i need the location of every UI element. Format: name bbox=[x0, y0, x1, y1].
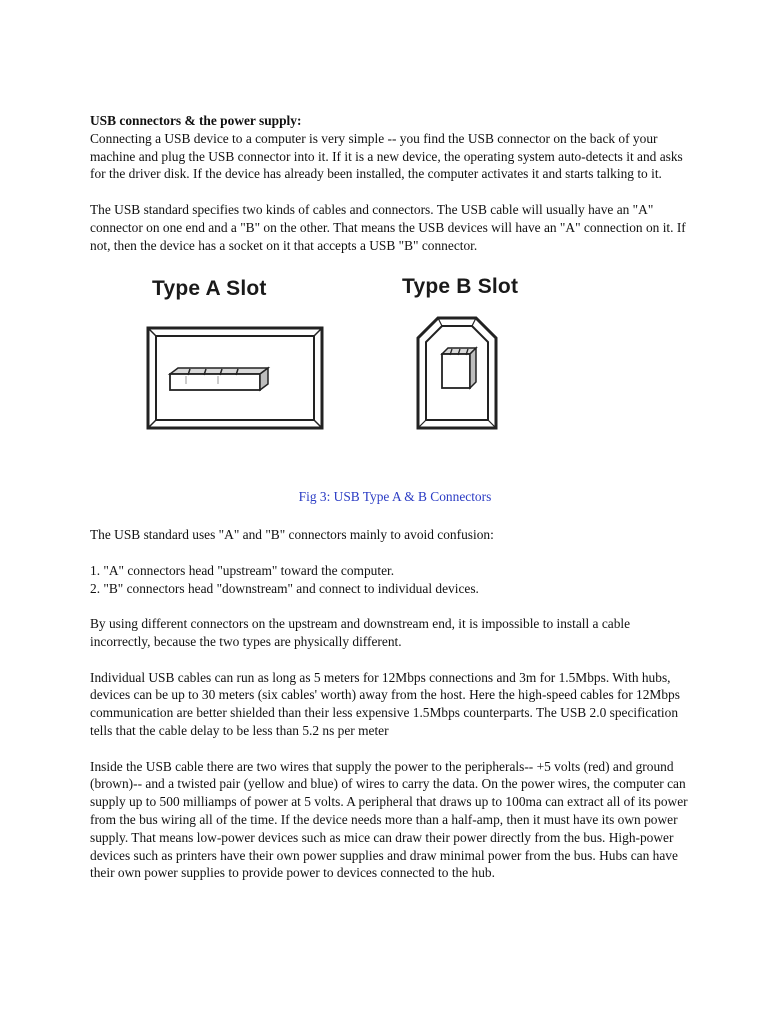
type-a-slot-icon bbox=[146, 326, 324, 430]
paragraph-avoid-confusion: The USB standard uses "A" and "B" connectors mainly to avoid confusion: bbox=[90, 527, 494, 543]
document-page bbox=[90, 112, 690, 900]
paragraph-power-wires: Inside the USB cable there are two wires that supply the power to the peripherals-- +5 volts (red) and ground (brown)-- and a twisted pair (yellow and blue) of wires to carry the data. On the power wires, the computer can supply up to 500 milliamps of power at 5 volts. A peripheral that draws up to 100ma can extract all of its power from the bus wiring all of the time. If the device needs more than a half-amp, then it must have its own power supply. That means low-power devices such as mice can draw their power directly from the bus. High-power devices such as printers have their own power supplies and draw minimal power from the bus. Hubs can have their own power supplies to provide power to devices connected to the hub. bbox=[90, 758, 688, 881]
paragraph-connecting: Connecting a USB device to a computer is very simple -- you find the USB connector on the back of your machine and plug the USB connector into it. If it is a new device, the operating system auto-detects it and asks for the driver disk. If the device has already been installed, the computer activates it and starts talking to it. bbox=[90, 130, 683, 182]
paragraph-cable-length: Individual USB cables can run as long as 5 meters for 12Mbps connections and 3m for 1.5Mbps. With hubs, devices can be up to 30 meters (six cables' worth) away from the host. Here the high-speed cables for 12Mbps communication are better shielded than their less expensive 1.5Mbps counterparts. The USB 2.0 specification tells that the cable delay to be less than 5.2 ns per meter bbox=[90, 669, 680, 738]
list-item: 2. "B" connectors head "downstream" and connect to individual devices. bbox=[90, 580, 479, 596]
type-b-slot-label: Type B Slot bbox=[402, 275, 519, 299]
paragraph-different-connectors: By using different connectors on the upstream and downstream end, it is impossible to install a cable incorrectly, because the two types are physically different. bbox=[90, 616, 631, 649]
section-heading: USB connectors & the power supply: bbox=[90, 113, 302, 128]
connector-figure bbox=[90, 274, 690, 484]
list-item: 1. "A" connectors head "upstream" toward the computer. bbox=[90, 562, 395, 578]
paragraph-usb-standard: The USB standard specifies two kinds of cables and connectors. The USB cable will usually have an "A" connector on one end and a "B" on the other. That means the USB devices will have an "A" connection on it. If not, then the device has a socket on it that accepts a USB "B" connector. bbox=[90, 201, 686, 253]
type-b-slot-icon bbox=[416, 316, 498, 430]
figure-caption: Fig 3: USB Type A & B Connectors bbox=[298, 489, 492, 505]
type-a-slot-label: Type A Slot bbox=[152, 277, 267, 301]
connector-list bbox=[90, 562, 690, 598]
